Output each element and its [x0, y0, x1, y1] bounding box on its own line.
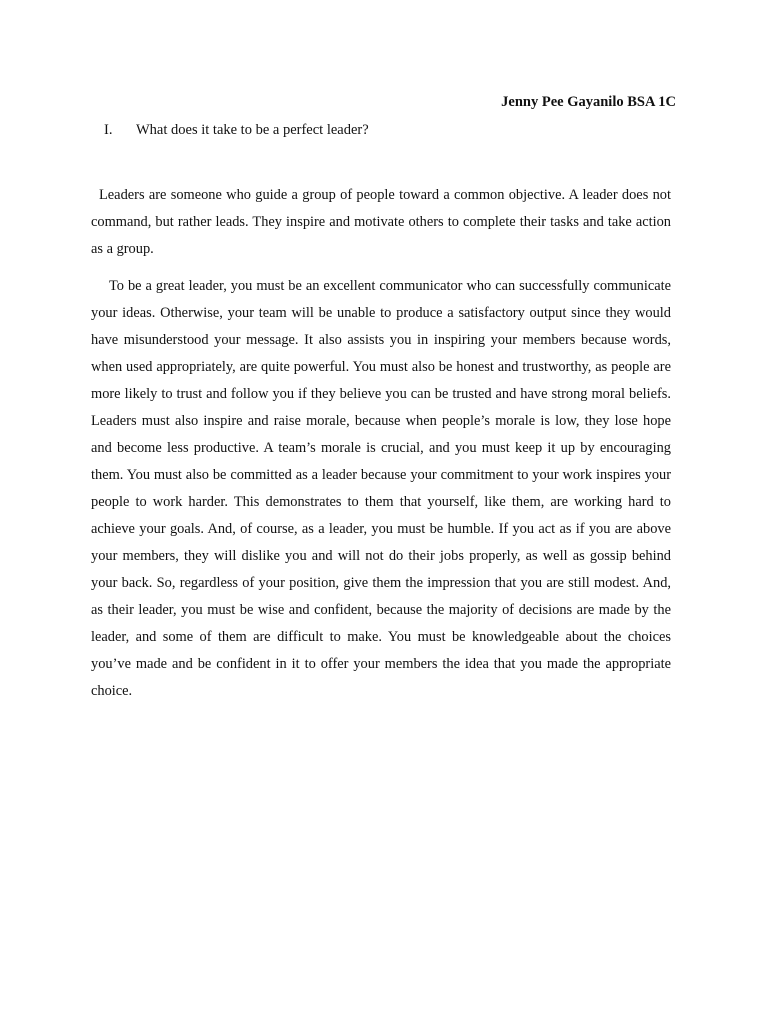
paragraph-1: Leaders are someone who guide a group of people toward a common objective. A leader does not command, but rather leads. They inspire and motivate others to complete their tasks and take action as a group. [91, 187, 671, 257]
question-heading [104, 122, 369, 139]
author-line: Jenny Pee Gayanilo BSA 1C [501, 94, 676, 110]
question-number: I. [104, 122, 113, 138]
paragraph-2: To be a great leader, you must be an excellent communicator who can successfully communicate your ideas. Otherwise, your team will be unable to produce a satisfactory output since they would have misunderstood your message. It also assists you in inspiring your members because words, when used appropriately, are quite powerful. You must also be honest and trustworthy, as people are more likely to trust and follow you if they believe you can be trusted and have strong moral beliefs. Leaders must also inspire and raise morale, because when people’s morale is low, they lose hope and become less productive. A team’s morale is crucial, and you must keep it up by encouraging them. You must also be committed as a leader because your commitment to your work inspires your people to work harder. This demonstrates to them that yourself, like them, are working hard to achieve your goals. And, of course, as a leader, you must be humble. If you act as if you are above your members, they will dislike you and will not do their jobs properly, as well as gossip behind your back. So, regardless of your position, give them the impression that you are still modest. And, as their leader, you must be wise and confident, because the majority of decisions are made by the leader, and some of them are difficult to make. You must be knowledgeable about the choices you’ve made and be confident in it to offer your members the idea that you made the appropriate choice. [91, 278, 671, 699]
question-text: What does it take to be a perfect leader? [136, 122, 369, 138]
